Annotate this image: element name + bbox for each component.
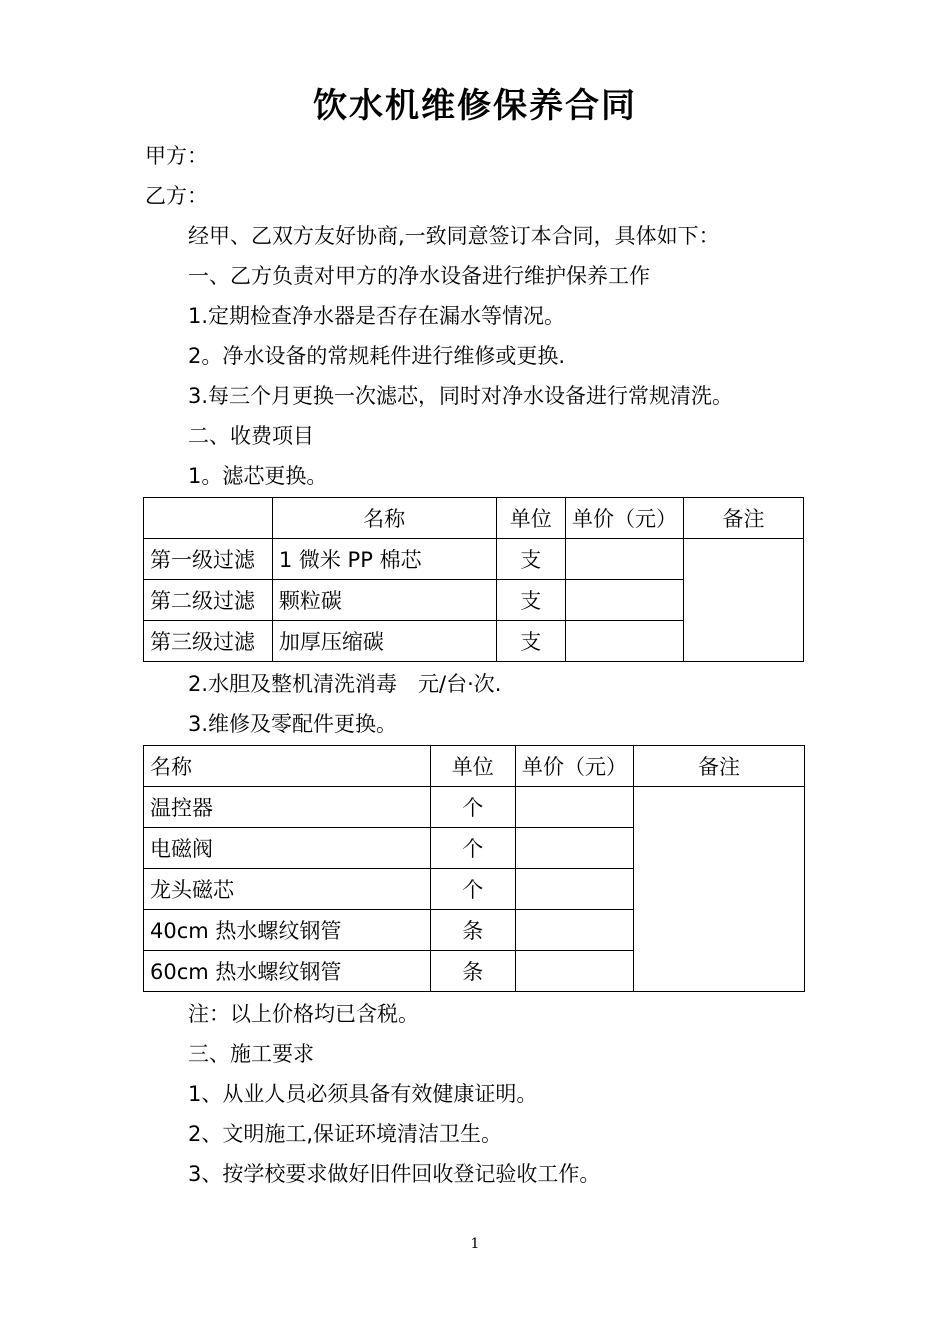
section3-heading: 三、施工要求 [188,1042,314,1066]
table-header-row [144,746,805,787]
document-title: 饮水机维修保养合同 [313,86,637,126]
table-cell [565,580,683,621]
parts-replacement-table [143,745,805,992]
table-cell [565,621,683,662]
intro-paragraph: 经甲、乙双方友好协商,一致同意签订本合同，具体如下： [188,224,720,248]
table-cell: 支 [496,539,565,580]
page-number: 1 [470,1236,480,1252]
section2-sub1: 1。滤芯更换。 [188,464,328,488]
table-cell [516,869,634,910]
table-cell [516,910,634,951]
table-cell: 第三级过滤 [144,621,273,662]
table-header-cell: 单位 [430,746,515,787]
section1-heading: 一、乙方负责对甲方的净水设备进行维护保养工作 [188,264,650,288]
table-header-cell: 单价（元） [516,746,634,787]
table-cell: 颗粒碳 [272,580,496,621]
table-cell: 个 [430,787,515,828]
table-cell: 温控器 [144,787,431,828]
table-header-cell [144,498,273,539]
table-cell: 1 微米 PP 棉芯 [272,539,496,580]
table-header-cell: 单位 [496,498,565,539]
table-cell [565,539,683,580]
table-header-cell: 名称 [272,498,496,539]
section3-item: 3、按学校要求做好旧件回收登记验收工作。 [188,1162,601,1186]
table-cell: 40cm 热水螺纹钢管 [144,910,431,951]
table-cell [516,828,634,869]
table-cell: 加厚压缩碳 [272,621,496,662]
table-cell: 电磁阀 [144,828,431,869]
table-cell [516,787,634,828]
table-header-cell: 备注 [634,746,805,787]
table-header-row [144,498,804,539]
table-header-cell: 单价（元） [565,498,683,539]
remarks-cell [634,787,805,992]
table-cell: 个 [430,828,515,869]
table-row [144,539,804,580]
table-row [144,787,805,828]
table-cell: 支 [496,621,565,662]
section3-item: 2、文明施工,保证环境清洁卫生。 [188,1122,503,1146]
table-cell: 60cm 热水螺纹钢管 [144,951,431,992]
section2-heading: 二、收费项目 [188,424,314,448]
table-cell: 第二级过滤 [144,580,273,621]
party-b-label: 乙方： [145,184,208,208]
section3-item: 1、从业人员必须具备有效健康证明。 [188,1082,538,1106]
section1-item: 1.定期检查净水器是否存在漏水等情况。 [188,304,566,328]
table-cell [516,951,634,992]
tax-note: 注：以上价格均已含税。 [188,1002,419,1026]
table-cell: 支 [496,580,565,621]
table-cell: 条 [430,951,515,992]
section1-item: 3.每三个月更换一次滤芯，同时对净水设备进行常规清洗。 [188,384,734,408]
section1-item: 2。净水设备的常规耗件进行维修或更换. [188,344,566,368]
table-cell: 条 [430,910,515,951]
table-cell: 龙头磁芯 [144,869,431,910]
party-a-label: 甲方： [145,144,208,168]
filter-replacement-table [143,497,804,662]
table-cell: 个 [430,869,515,910]
section2-sub2: 2.水胆及整机清洗消毒 元/台·次. [188,672,502,696]
section2-sub3: 3.维修及零配件更换。 [188,712,398,736]
remarks-cell [683,539,803,662]
table-header-cell: 备注 [683,498,803,539]
table-cell: 第一级过滤 [144,539,273,580]
table-header-cell: 名称 [144,746,431,787]
